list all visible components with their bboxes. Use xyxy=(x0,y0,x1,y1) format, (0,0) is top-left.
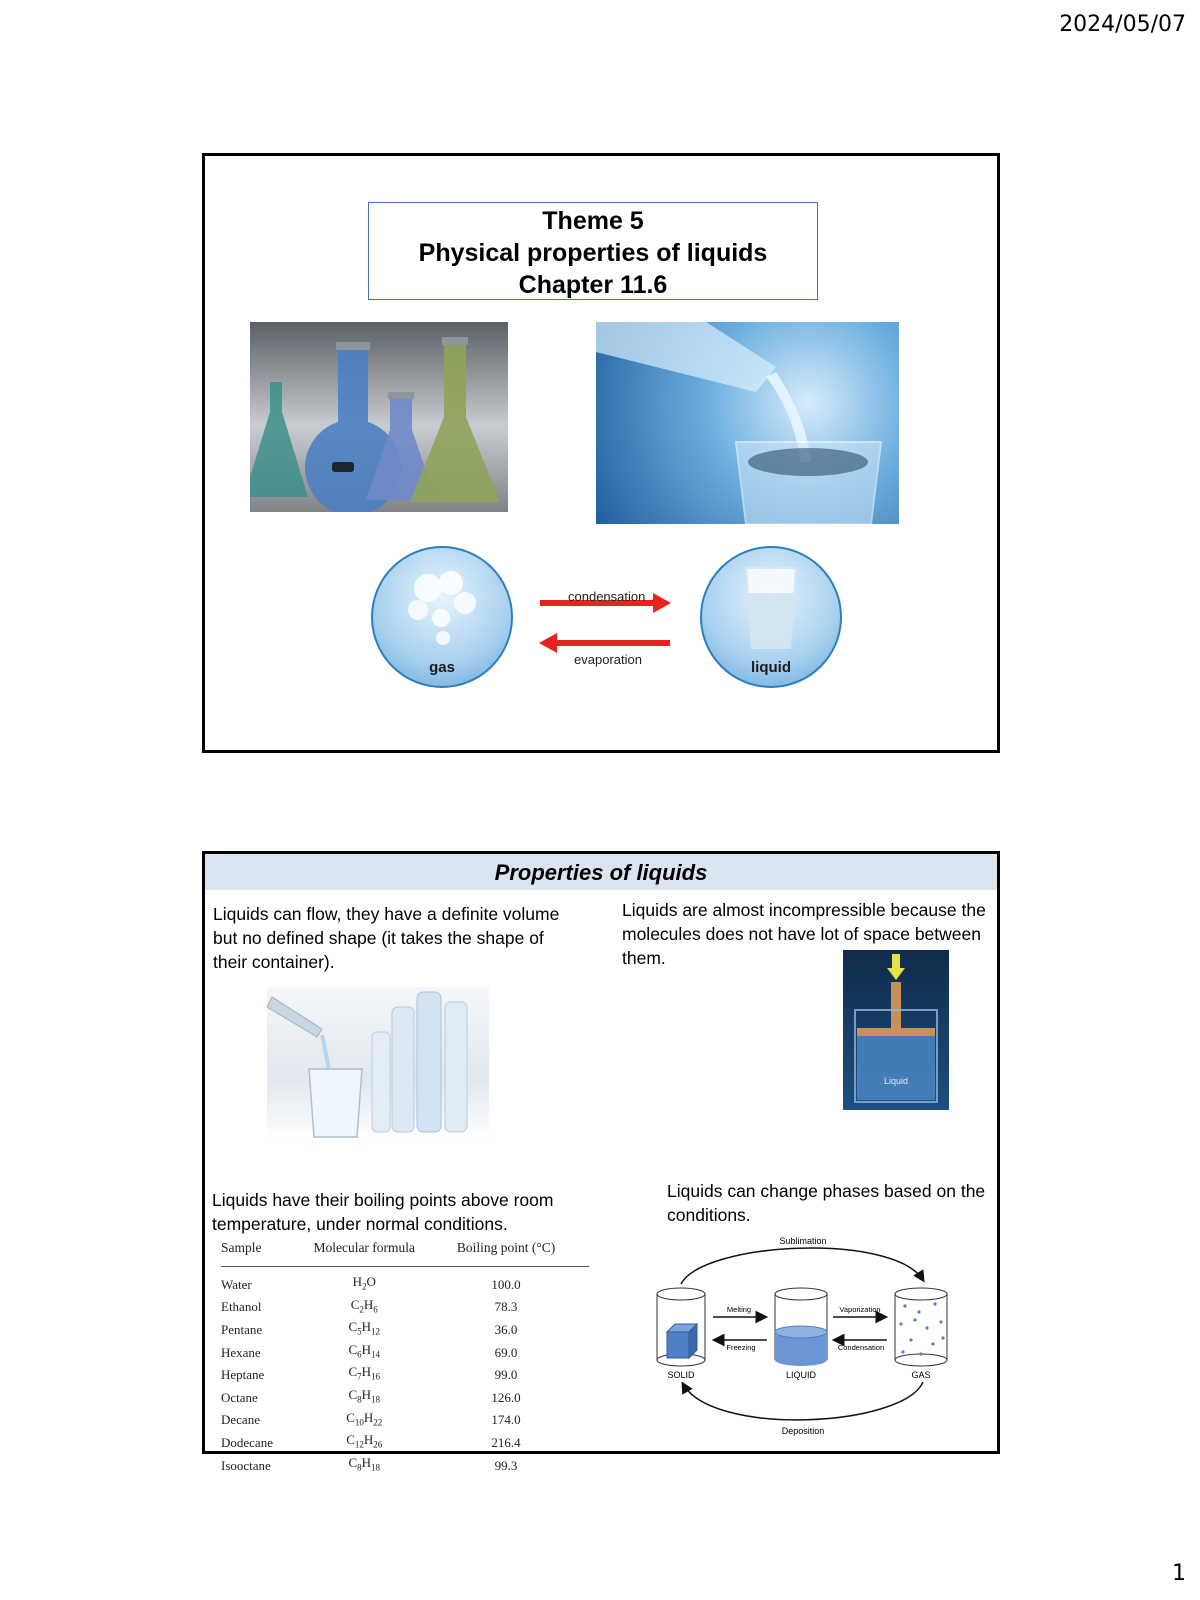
sample-cell: Octane xyxy=(221,1389,258,1405)
piston-cylinder-photo xyxy=(843,950,949,1110)
gas-label: gas xyxy=(429,659,455,676)
piston-liquid-label: Liquid xyxy=(883,1076,909,1086)
water-bottles-photo xyxy=(267,987,489,1142)
slide-properties xyxy=(202,851,1000,1473)
liquid-label: liquid xyxy=(751,659,791,676)
col-header-sample: Sample xyxy=(221,1240,293,1267)
formula-cell: $C_6H_{14}$ xyxy=(348,1341,381,1360)
boiling-point-table xyxy=(221,1240,589,1476)
title-box xyxy=(368,202,818,300)
boiling-point-cell: 174.0 xyxy=(491,1412,521,1428)
table-row xyxy=(221,1296,589,1319)
slide-title xyxy=(202,153,1000,753)
vaporization-label: Vaporization xyxy=(839,1305,881,1314)
freezing-label: Freezing xyxy=(726,1343,756,1352)
page-date: 2024/05/07 xyxy=(1059,12,1186,37)
formula-cell: $C_{12}H_{26}$ xyxy=(346,1432,383,1450)
table-row xyxy=(221,1454,589,1477)
page-number: 1 xyxy=(1172,1561,1186,1586)
boiling-point-cell: 78.3 xyxy=(494,1299,518,1315)
formula-cell: $C_8H_{18}$ xyxy=(348,1386,381,1405)
sample-cell: Water xyxy=(221,1276,252,1292)
liquid-phase-label: LIQUID xyxy=(785,1370,817,1380)
formula-cell: $C_8H_{18}$ xyxy=(348,1454,381,1473)
slide-header: Properties of liquids xyxy=(205,854,997,890)
title-line-topic: Physical properties of liquids xyxy=(418,239,768,267)
table-row xyxy=(221,1363,589,1386)
deposition-label: Deposition xyxy=(781,1426,825,1436)
table-row xyxy=(221,1267,589,1296)
table-row xyxy=(221,1341,589,1364)
boiling-point-cell: 69.0 xyxy=(494,1344,518,1360)
boiling-point-cell: 36.0 xyxy=(494,1321,518,1337)
title-line-chapter: Chapter 11.6 xyxy=(518,271,668,299)
col-header-boiling-point: Boiling point (°C) xyxy=(435,1240,589,1267)
table-row xyxy=(221,1386,589,1409)
condensation-label: condensation xyxy=(568,589,646,604)
col-header-formula: Molecular formula xyxy=(293,1240,435,1267)
gas-phase-label: GAS xyxy=(911,1370,931,1380)
table-row xyxy=(221,1431,589,1454)
liquid-circle xyxy=(700,546,842,688)
boiling-point-cell: 216.4 xyxy=(491,1434,521,1450)
phase-change-description: Liquids can change phases based on the conditions. xyxy=(667,1181,986,1225)
boiling-point-cell: 126.0 xyxy=(491,1389,521,1405)
boiling-point-cell: 100.0 xyxy=(491,1276,521,1292)
sample-cell: Pentane xyxy=(221,1321,263,1337)
formula-cell: $C_2H_6$ xyxy=(350,1296,378,1315)
incompressible-description: Liquids are almost incompressible because the molecules does not have lot of space between them. xyxy=(622,900,986,968)
boiling-point-cell: 99.3 xyxy=(494,1457,518,1473)
sample-cell: Decane xyxy=(221,1412,260,1428)
melting-label: Melting xyxy=(726,1305,752,1314)
sample-cell: Hexane xyxy=(221,1344,261,1360)
gas-circle xyxy=(371,546,513,688)
sample-cell: Ethanol xyxy=(221,1299,262,1315)
solid-label: SOLID xyxy=(667,1370,695,1380)
sample-cell: Dodecane xyxy=(221,1434,273,1450)
sample-cell: Isooctane xyxy=(221,1457,271,1473)
phase-change-diagram xyxy=(653,1232,953,1437)
formula-cell: $H_2O$ xyxy=(352,1274,376,1292)
formula-cell: $C_5H_{12}$ xyxy=(348,1319,381,1337)
water-pouring-photo xyxy=(596,322,899,524)
sample-cell: Heptane xyxy=(221,1367,265,1383)
sublimation-label: Sublimation xyxy=(779,1236,827,1246)
table-row xyxy=(221,1318,589,1341)
formula-cell: $C_{10}H_{22}$ xyxy=(346,1409,383,1428)
title-line-theme: Theme 5 xyxy=(542,207,644,235)
formula-cell: $C_7H_{16}$ xyxy=(348,1364,381,1382)
table-row xyxy=(221,1409,589,1432)
evaporation-label: evaporation xyxy=(574,652,642,667)
flow-description: Liquids can flow, they have a definite volume but no defined shape (it takes the shape of their container). xyxy=(213,904,560,972)
boiling-point-cell: 99.0 xyxy=(494,1367,518,1383)
condensation-phase-label: Condensation xyxy=(837,1343,885,1352)
boiling-description: Liquids have their boiling points above room temperature, under normal conditions. xyxy=(212,1190,554,1234)
lab-flasks-photo xyxy=(250,322,508,512)
